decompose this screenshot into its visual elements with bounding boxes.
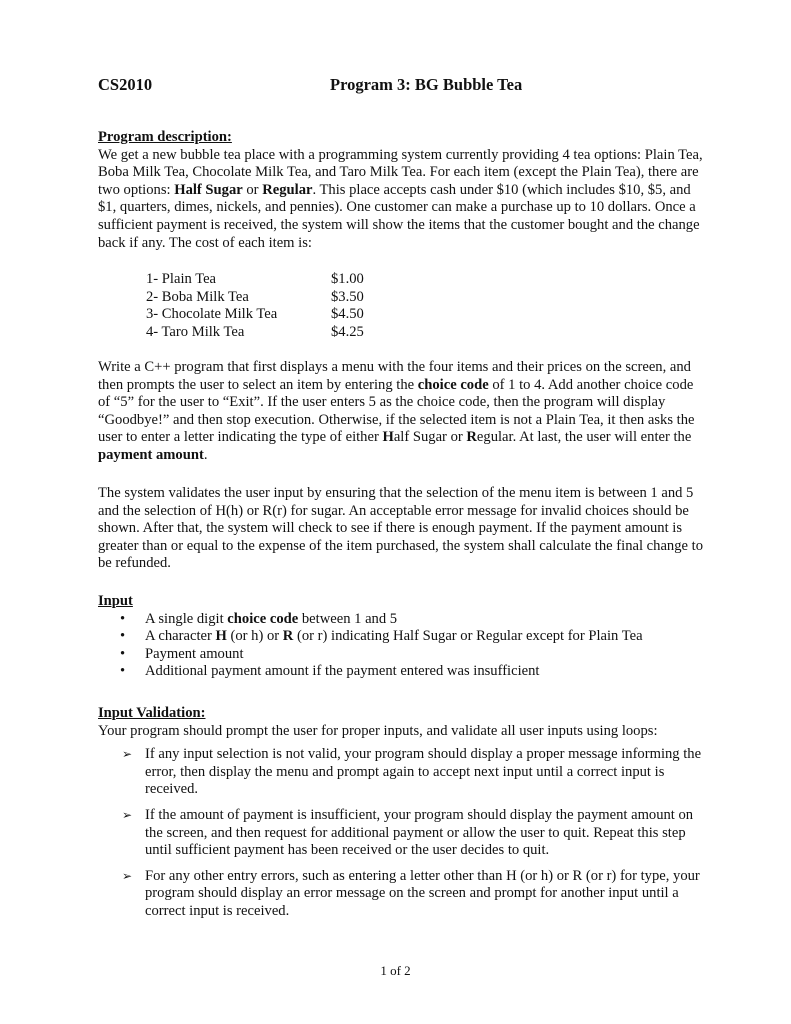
description-paragraph-2: Write a C++ program that first displays a menu with the four items and their prices on the screen, and then prompts the user to select an item by entering the choice code of 1 to 4. Add another choice code of “5” for the user to “Exit”. If the user enters 5 as the choice code, then the program will display “Goodbye!” and then stop execution. Otherwise, if the selected item is not a Plain Tea, it then asks the user to enter a letter indicating the type of either Half Sugar or Regular. At last, the user will enter the payment amount. — [98, 359, 695, 463]
list-item: • A character H (or h) or R (or r) indicating Half Sugar or Regular except for Plain Tea — [120, 628, 643, 645]
validation-list — [98, 746, 708, 920]
item-price: $1.00 — [331, 271, 364, 287]
bullet-icon: • — [120, 645, 126, 662]
list-item: • A single digit choice code between 1 and 5 — [120, 610, 398, 627]
arrow-bullet-icon: ➢ — [122, 747, 133, 762]
input-section — [98, 593, 708, 681]
price-row — [146, 271, 406, 289]
validation-intro: Your program should prompt the user for proper inputs, and validate all user inputs using loops: — [98, 722, 658, 739]
price-row — [146, 289, 406, 307]
course-code: CS2010 — [98, 75, 153, 94]
item-price: $4.25 — [331, 323, 364, 340]
bullet-icon: • — [120, 663, 126, 680]
input-list — [98, 611, 708, 681]
bullet-icon: • — [120, 628, 126, 645]
bullet-icon: • — [120, 610, 126, 627]
arrow-bullet-icon: ➢ — [122, 868, 133, 883]
page-number: 1 of 2 — [380, 963, 411, 978]
program-title: Program 3: BG Bubble Tea — [330, 75, 523, 94]
input-heading: Input — [98, 593, 133, 609]
description-paragraph-1: We get a new bubble tea place with a programming system currently providing 4 tea options: Plain Tea, Boba Milk Tea, Chocolate Milk Tea, and Taro Milk Tea. For each item (except the Plain Tea), there are two options: Half Sugar or Regular. This place accepts cash under $10 (which includes $10, $5, and $1, quarters, dimes, nickels, and pennies). One customer can make a purchase up to 10 dollars. Once a sufficient payment is received, the system will show the items that the customer bought and the change back if any. The cost of each item is: — [98, 146, 703, 251]
page-header — [98, 76, 718, 98]
price-row — [146, 306, 406, 324]
input-validation-heading: Input Validation: — [98, 705, 206, 721]
item-price: $4.50 — [331, 306, 364, 323]
item-name: 2- Boba Milk Tea — [146, 288, 249, 305]
list-item: • Payment amount — [120, 645, 244, 662]
item-name: 1- Plain Tea — [146, 271, 217, 287]
list-item: ➢ If the amount of payment is insufficient, your program should display the payment amount on the screen, and then request for additional payment or allow the user to quit. Repeat this step until sufficient payment has been received or the user decides to quit. — [122, 806, 694, 859]
item-price: $3.50 — [331, 288, 364, 305]
price-list — [146, 271, 406, 341]
list-item: • Additional payment amount if the payment entered was insufficient — [120, 663, 540, 680]
list-item: ➢ If any input selection is not valid, your program should display a proper message informing the error, then display the menu and prompt again to accept next input until a correct input is received. — [122, 746, 702, 798]
item-name: 4- Taro Milk Tea — [146, 323, 245, 340]
program-description-section — [98, 129, 708, 252]
description-paragraph-3: The system validates the user input by ensuring that the selection of the menu item is between 1 and 5 and the selection of H(h) or R(r) for sugar. An acceptable error message for invalid choices should be shown. After that, the system will check to see if there is enough payment. If the payment amount is greater than or equal to the expense of the item purchased, the system shall calculate the final change to be refunded. — [98, 485, 703, 572]
program-description-heading: Program description: — [98, 129, 232, 145]
list-item: ➢ For any other entry errors, such as entering a letter other than H (or h) or R (or r) for type, your program should display an error message on the screen and prompt for another input until a correct input is received. — [122, 867, 700, 919]
input-validation-section — [98, 705, 708, 929]
arrow-bullet-icon: ➢ — [122, 807, 133, 822]
item-name: 3- Chocolate Milk Tea — [146, 306, 278, 323]
price-row — [146, 324, 406, 342]
